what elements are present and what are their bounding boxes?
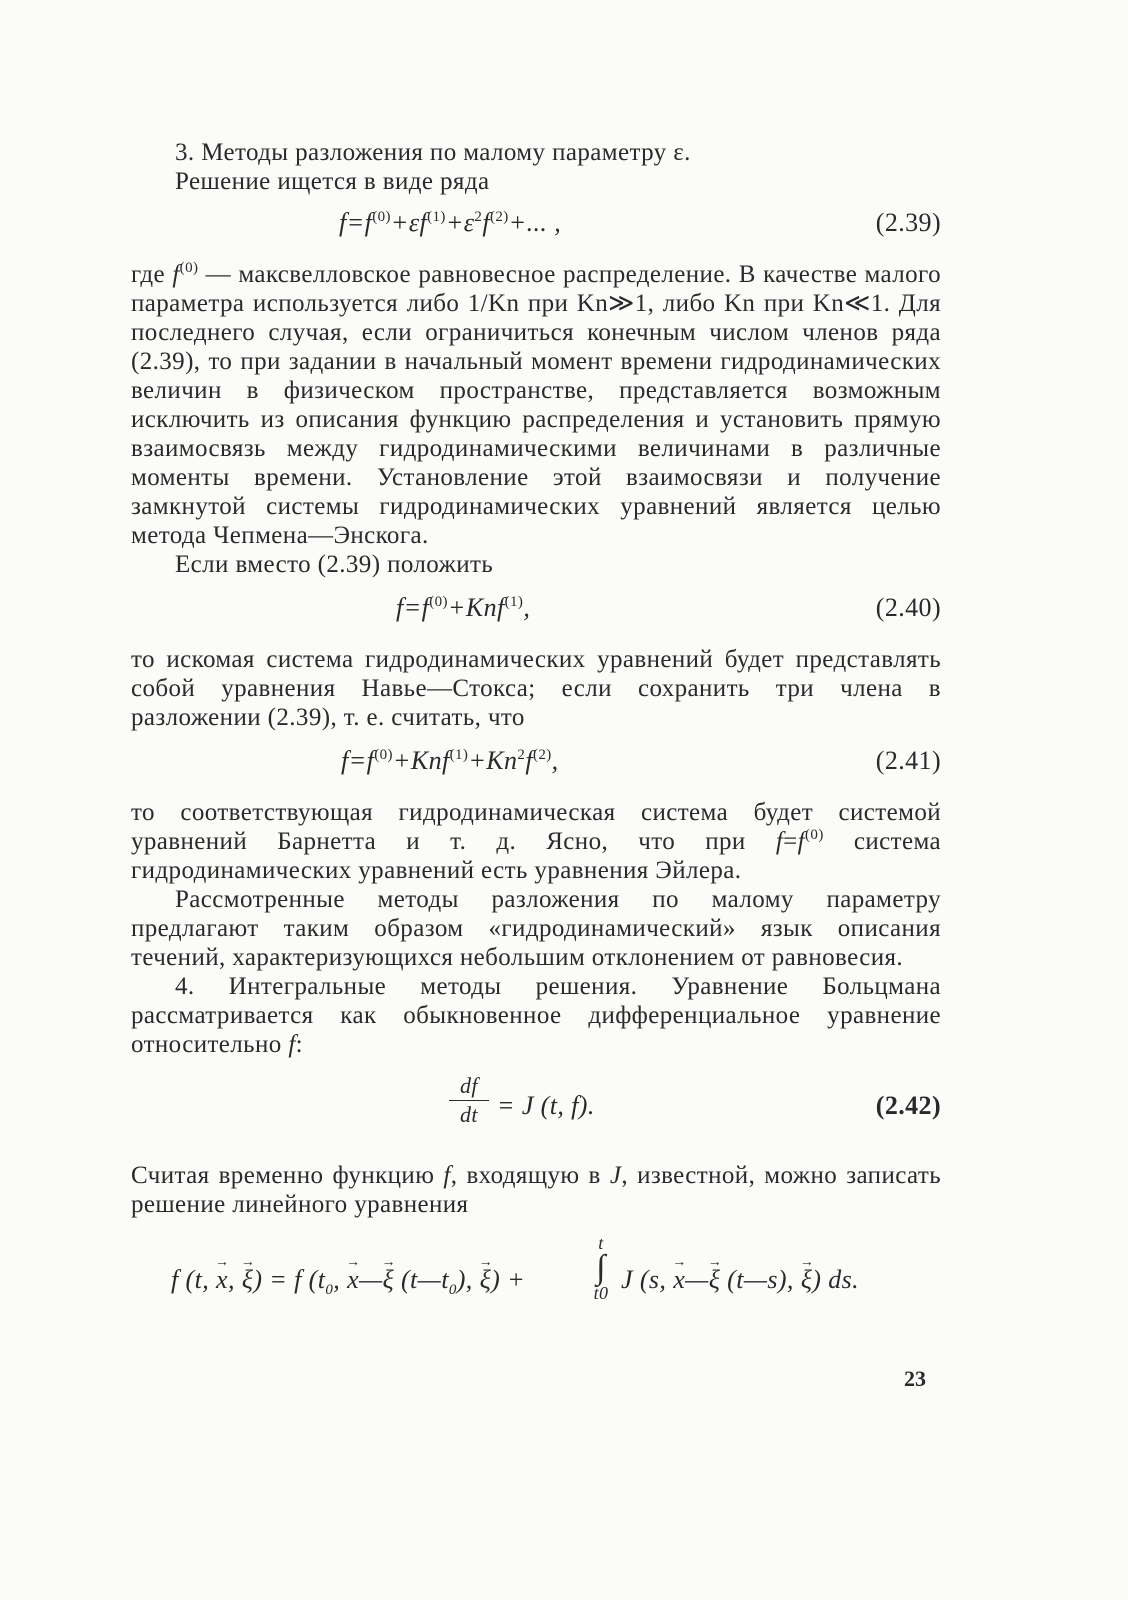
equation-label: (2.39): [875, 208, 941, 237]
equation-2-39: $f=f^{(0)}+\varepsilon f^{(1)}+\varepsilon^2f^{(2)}+$... , (2.39): [339, 208, 941, 237]
text-column: [131, 138, 941, 1315]
equation-2-42: df dt = J (t, f). (2.42): [131, 1089, 941, 1135]
section-4: 4. Интегральные методы решения. Уравнение Больцмана рассматривается как обыкновенное дифференциальное уравнение относительно f:: [131, 973, 941, 1058]
equation-label: (2.42): [875, 1091, 941, 1120]
paragraph-maxwell: где $f^{(0)}$ — максвелловское равновесное распределение. В качестве малого параметра используется либо 1/Kn при Kn≫1, либо Kn при Kn≪1. Для последнего случая, если ограничиться конечным числом членов ряда (2.39), то при задании в начальный момент времени гидродинамических величин в физическом пространстве, представляется возможным исключить из описания функцию распределения и установить прямую взаимосвязь между гидродинамическими величинами в различные моменты времени. Установление этой взаимосвязи и получение замкнутой системы гидродинамических уравнений является целью метода Чепмена—Энскога.: [131, 260, 941, 549]
paragraph-methods: Рассмотренные методы разложения по малому параметру предлагают таким образом «гидродинамический» язык описания течений, характеризующихся небольшим отклонением от равновесия.: [131, 886, 941, 971]
integral-sign: t ∫ t0: [593, 1233, 609, 1303]
paragraph-burnett: то соответствующая гидродинамическая система будет системой уравнений Барнетта и т. д. Ясно, что при $f=f^{(0)}$ система гидродинамических уравнений есть уравнения Эйлера.: [131, 799, 941, 884]
fraction: df dt: [449, 1073, 489, 1128]
paragraph-navier-stokes: то искомая система гидродинамических уравнений будет представлять собой уравнения Навье—Стокса; если сохранить три члена в разложении (2.39), т. е. считать, что: [131, 646, 941, 731]
equation-2-40: $f=f^{(0)}+Knf^{(1)}$, (2.40): [396, 593, 941, 622]
page-number: 23: [904, 1366, 926, 1391]
paragraph-linear-solution: Считая временно функцию f, входящую в J, известной, можно записать решение линейного уравнения: [131, 1162, 942, 1218]
paragraph-if-instead: Если вместо (2.39) положить: [175, 551, 494, 578]
equation-label: (2.41): [875, 746, 941, 775]
equation-label: (2.40): [875, 593, 941, 622]
section-3-intro: Решение ищется в виде ряда: [175, 168, 490, 195]
equation-integral-solution: f (t, → x, → ξ) = f ($t_0$, → x—→ ξ $(t—t_0)$, → ξ) + t ∫ t0 J (s, → x—→ ξ (t—s), → ξ) ds.: [131, 1255, 941, 1315]
section-3-heading: 3. Методы разложения по малому параметру ε.: [175, 139, 691, 166]
equation-2-41: $f=f^{(0)}+Knf^{(1)}+Kn^2f^{(2)}$, (2.41): [341, 746, 941, 775]
